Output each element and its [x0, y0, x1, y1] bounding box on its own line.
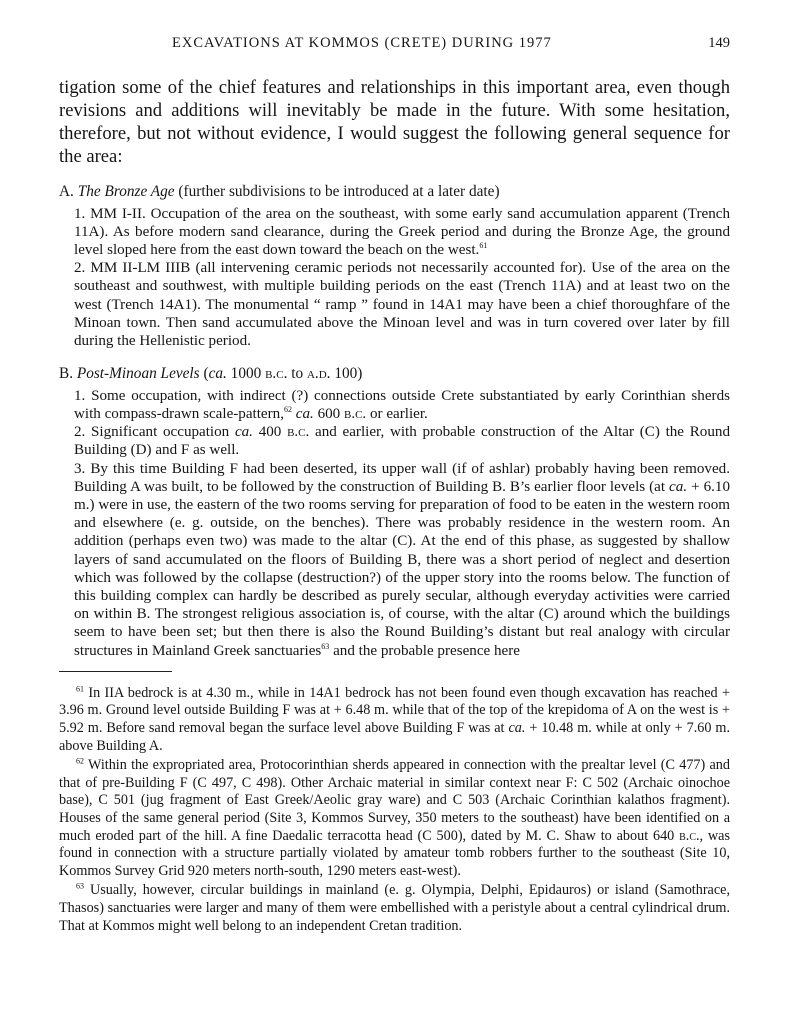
footnote-63: $^{63}$ Usually, however, circular buildings in mainland (e. g. Olympia, Delphi, Epidauros) or island (Samothrace, Thasos) sanctuaries were larger and many of them were embellished with a peristyle about a central cylindrical drum. That at Kommos might well belong to an independent Cretan tradition. — [59, 881, 730, 934]
section-a-label: A. — [59, 183, 74, 200]
running-header — [59, 30, 730, 52]
page-number: 149 — [708, 35, 730, 51]
page — [59, 30, 730, 937]
section-a-title: The Bronze Age — [77, 183, 175, 200]
section-b-items — [59, 387, 730, 660]
list-item: 2. MM II-LM IIIB (all intervening ceramic periods not necessarily accounted for). Use of the area on the southeast and southwest, with multiple building periods on the east (Trench 11A) and at least two on the west (Trench 14A1). The monumental “ ramp ” found in 14A1 may have been a chief thoroughfare of the Minoan town. Then sand accumulated above the Minoan level and was in turn covered over later by fill during the Hellenistic period. — [74, 260, 730, 350]
list-item: 2. Significant occupation ca. 400 b.c. and earlier, with probable construction of the Altar (C) the Round Building (D) and F as well. — [74, 424, 730, 459]
footnote-62: $^{62}$ Within the expropriated area, Protocorinthian sherds appeared in connection with the prealtar level (C 477) and that of pre-Building F (C 497, C 498). Other Archaic material in similar context near F: C 502 (Archaic oinochoe base), C 501 (jug fragment of East Greek/Aeolic gray ware) and C 503 (Archaic Corinthian kalathos fragment). Houses of the same general period (Site 3, Kommos Survey, 350 meters to the southeast) have been identified on a much eroded part of the hill. A fine Daedalic terracotta head (C 500), dated by M. C. Shaw to about 640 b.c., was found in connection with a structure partially violated by amateur tomb robbers further to the southeast (Site 10, Kommos Survey Grid 920 meters north-south, 1290 meters east-west). — [59, 756, 730, 879]
intro-paragraph: tigation some of the chief features and relationships in this important area, even though revisions and additions will inevitably be made in the future. With some hesitation, therefore, but not without evidence, I would suggest the following general sequence for the area: — [59, 77, 730, 167]
running-title: EXCAVATIONS AT KOMMOS (CRETE) DURING 1977 — [172, 35, 552, 51]
footnote-61: $^{61}$ In IIA bedrock is at 4.30 m., while in 14A1 bedrock has not been found even though excavation has reached + 3.96 m. Ground level outside Building F was at + 6.48 m. while that of the top of the krepidoma of A on the west is + 5.92 m. Before sand removal began the surface level above Building F was at ca. + 10.48 m. while at only + 7.60 m. above Building A. — [59, 684, 730, 754]
section-a-note: (further subdivisions to be introduced at a later date) — [178, 183, 500, 200]
footnote-ref: 62 — [283, 404, 292, 414]
section-a-items — [59, 205, 730, 351]
list-item: 3. By this time Building F had been deserted, its upper wall (if of ashlar) probably having been removed. Building A was built, to be followed by the construction of Building B. B’s earlier floor levels (at ca. + 6.10 m.) were in use, the eastern of the two rooms serving for preparation of food to be eaten in the western room and elsewhere (e. g. outside, on the benches). There was probably residence in the western room. An addition (perhaps even two) was made to the altar (C). At the end of this phase, as suggested by shallow layers of sand accumulated on the floors of Building B, there was a short period of neglect and desertion which was followed by the collapse (destruction?) of the upper story into the rooms below. The function of this building complex can hardly be described as purely secular, although everyday activities were carried on within B. The strongest religious association is, of course, with the altar (C) around which the buildings seem to have been set; but then there is also the Round Building’s distant but real analogy with circular structures in Mainland Greek sanctuaries$^{63}$ and the probable presence here — [74, 460, 730, 659]
footnotes — [59, 685, 730, 935]
section-b-title: Post-Minoan Levels — [76, 365, 200, 383]
list-item: 1. Some occupation, with indirect (?) connections outside Crete substantiated by early Corinthian sherds with compass-drawn scale-pattern,$^{62}$ ca. 600 b.c. or earlier. — [74, 387, 730, 423]
footnote-ref: 63 — [321, 641, 330, 651]
footnote-divider — [59, 671, 172, 672]
footnote-ref: 61 — [479, 240, 488, 250]
section-b-note: (ca. 1000 b.c. to a.d. 100) — [203, 365, 363, 383]
section-a-heading — [59, 182, 730, 202]
list-item: 1. MM I-II. Occupation of the area on the southeast, with some early sand accumulation apparent (Trench 11A). As before modern sand clearance, during the Greek period and during the Bronze Age, the ground level sloped here from the east down toward the beach on the west.$^{61}$ — [74, 205, 730, 258]
section-b-heading — [59, 364, 730, 384]
section-b-label: B. — [59, 365, 74, 383]
